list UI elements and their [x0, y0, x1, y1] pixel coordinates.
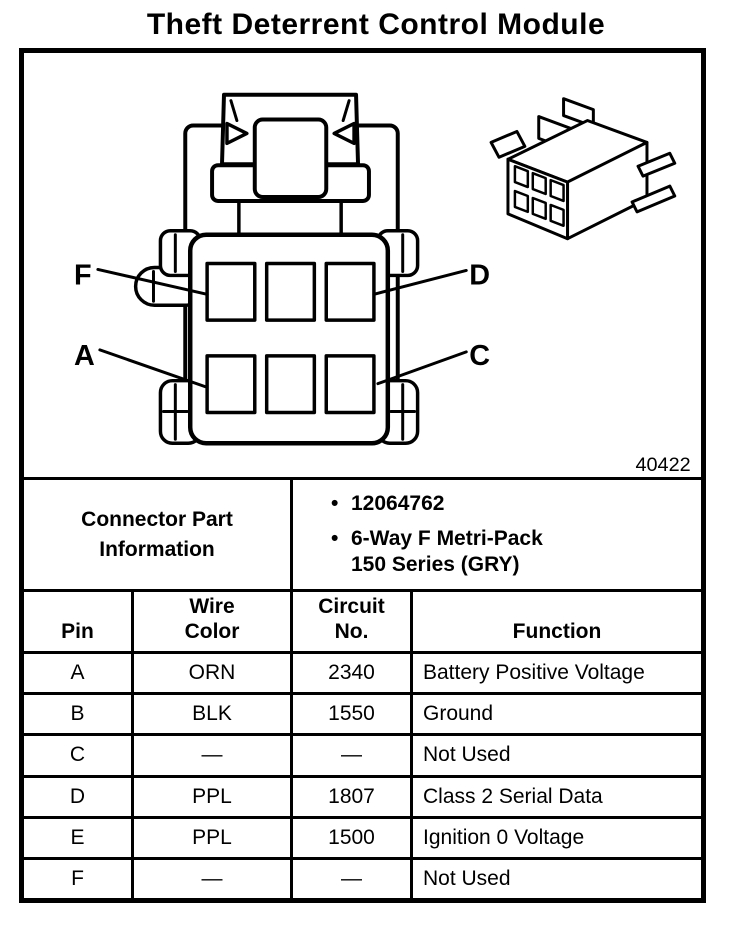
cavity-f [207, 263, 255, 320]
function-cell: Battery Positive Voltage [410, 651, 701, 692]
connector-part-info-values [290, 477, 701, 589]
circuit-no-cell: 1807 [290, 775, 410, 816]
pin-cell: A [24, 651, 131, 692]
function-cell: Class 2 Serial Data [410, 775, 701, 816]
circuit-no-cell: 2340 [290, 651, 410, 692]
cavity-d [326, 263, 374, 320]
function-cell: Not Used [410, 857, 701, 898]
wire-color-cell: PPL [131, 775, 290, 816]
pin-cell: C [24, 733, 131, 774]
connector-type-line1: 6-Way F Metri-Pack [351, 527, 543, 550]
pin-cell: B [24, 692, 131, 733]
connector-info-table [19, 48, 706, 903]
wire-color-cell: — [131, 857, 290, 898]
connector-face-view [74, 94, 490, 443]
bullet-icon: • [331, 527, 339, 550]
function-cell: Ignition 0 Voltage [410, 816, 701, 857]
pin-label-a: A [74, 339, 95, 372]
wire-color-cell: BLK [131, 692, 290, 733]
circuit-no-cell: 1550 [290, 692, 410, 733]
part-number: 12064762 [351, 492, 445, 515]
wire-color-cell: PPL [131, 816, 290, 857]
connector-part-info-label [24, 477, 290, 589]
circuit-no-cell: — [290, 733, 410, 774]
cavity-a [207, 355, 255, 412]
connector-part-info-line2: Information [99, 537, 215, 561]
bullet-icon: • [331, 492, 339, 515]
column-header-pin: Pin [24, 589, 131, 651]
cavity-c [326, 355, 374, 412]
connector-diagram-cell [24, 53, 701, 477]
wire-color-cell: ORN [131, 651, 290, 692]
pin-cell: D [24, 775, 131, 816]
connector-isometric-view [491, 98, 675, 238]
cavity-b [267, 355, 315, 412]
connector-diagram [24, 55, 701, 476]
function-cell: Not Used [410, 733, 701, 774]
figure-number: 40422 [635, 453, 691, 476]
circuit-no-cell: — [290, 857, 410, 898]
part-number-item [331, 491, 543, 517]
function-cell: Ground [410, 692, 701, 733]
connector-part-info-line1: Connector Part [81, 507, 233, 531]
column-header-circuit-no: Circuit No. [290, 589, 410, 651]
pin-cell: F [24, 857, 131, 898]
pin-label-c: C [469, 339, 491, 372]
connector-type-line2: 150 Series (GRY) [351, 553, 520, 576]
column-header-function: Function [410, 589, 701, 651]
cavity-e [267, 263, 315, 320]
pin-cell: E [24, 816, 131, 857]
pin-label-f: F [74, 258, 92, 291]
pin-label-d: D [469, 258, 491, 291]
wire-color-cell: — [131, 733, 290, 774]
connector-part-info-list [293, 482, 543, 587]
connector-type-item [331, 526, 543, 578]
circuit-no-cell: 1500 [290, 816, 410, 857]
page-title: Theft Deterrent Control Module [146, 8, 606, 41]
column-header-wire-color: Wire Color [131, 589, 290, 651]
